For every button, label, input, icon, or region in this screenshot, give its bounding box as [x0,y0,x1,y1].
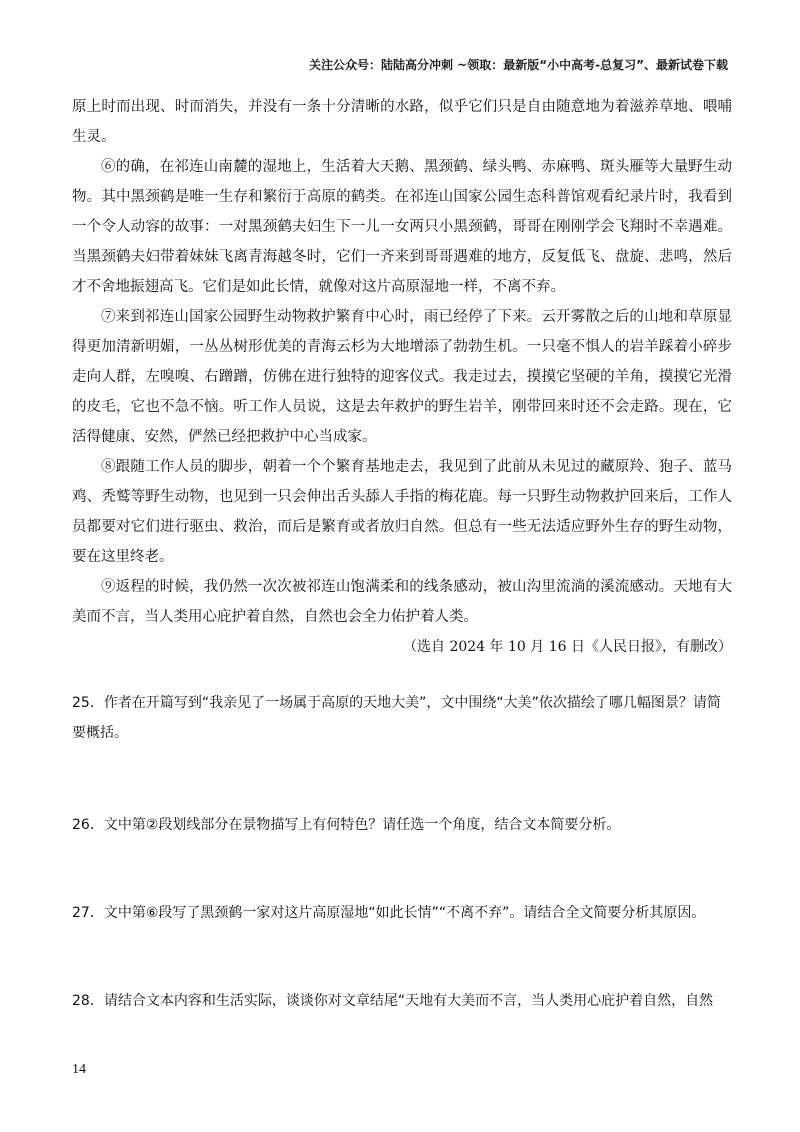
article-body [72,92,732,662]
source-citation: （选自 2024 年 10 月 16 日《人民日报》，有删改） [403,639,732,655]
question-25: 25．作者在开篇写到“我亲见了一场属于高原的天地大美”，文中围绕“大美”依次描绘了哪几幅图景？请简要概括。 [72,695,721,741]
paragraph-8: ⑧跟随工作人员的脚步，朝着一个个繁育基地走去，我见到了此前从未见过的藏原羚、狍子、蓝马鸡、秃鹫等野生动物，也见到一只会伸出舌头舔人手指的梅花鹿。每一只野生动物救护回来后，工作人员都要对它们进行驱虫、救治，而后是繁育或者放归自然。但总有一些无法适应野外生存的野生动物，要在这里终老。 [72,459,732,565]
question-26: 26．文中第②段划线部分在景物描写上有何特色？请任选一个角度，结合文本简要分析。 [72,817,621,833]
question-27: 27．文中第⑥段写了黑颈鹤一家对这片高原湿地“如此长情”“不离不弃”。请结合全文简要分析其原因。 [72,905,706,921]
paragraph-continued: 原上时而出现、时而消失，并没有一条十分清晰的水路，似乎它们只是自由随意地为着滋养草地、喂哺生灵。 [72,99,732,145]
question-28: 28．请结合文本内容和生活实际，谈谈你对文章结尾“天地有大美而不言，当人类用心庇护着自然，自然 [72,993,714,1009]
paragraph-7: ⑦来到祁连山国家公园野生动物救护繁育中心时，雨已经停了下来。云开雾散之后的山地和草原显得更加清新明媚，一丛丛树形优美的青海云杉为大地增添了勃勃生机。一只毫不惧人的岩羊踩着小碎步走向人群，左嗅嗅、右蹭蹭，仿佛在进行独特的迎客仪式。我走过去，摸摸它坚硬的羊角，摸摸它光滑的皮毛，它也不急不恼。听工作人员说，这是去年救护的野生岩羊，刚带回来时还不会走路。现在，它活得健康、安然，俨然已经把救护中心当成家。 [72,309,732,445]
page-header: 关注公众号：陆陆高分冲刺 ~领取：最新版“小中高考-总复习”、最新试卷下载 [309,58,728,72]
paragraph-6: ⑥的确，在祁连山南麓的湿地上，生活着大天鹅、黑颈鹤、绿头鸭、赤麻鸭、斑头雁等大量野生动物。其中黑颈鹤是唯一生存和繁衍于高原的鹤类。在祁连山国家公园生态科普馆观看纪录片时，我看到一个令人动容的故事：一对黑颈鹤夫妇生下一儿一女两只小黑颈鹤，哥哥在刚刚学会飞翔时不幸遇难。当黑颈鹤夫妇带着妹妹飞离青海越冬时，它们一齐来到哥哥遇难的地方，反复低飞、盘旋、悲鸣，然后才不舍地振翅高飞。它们是如此长情，就像对这片高原湿地一样，不离不弃。 [72,159,732,295]
page-number: 14 [72,1062,86,1077]
paragraph-9: ⑨返程的时候，我仍然一次次被祁连山饱满柔和的线条感动，被山沟里流淌的溪流感动。天地有大美而不言，当人类用心庇护着自然，自然也会全力佑护着人类。 [72,579,732,625]
